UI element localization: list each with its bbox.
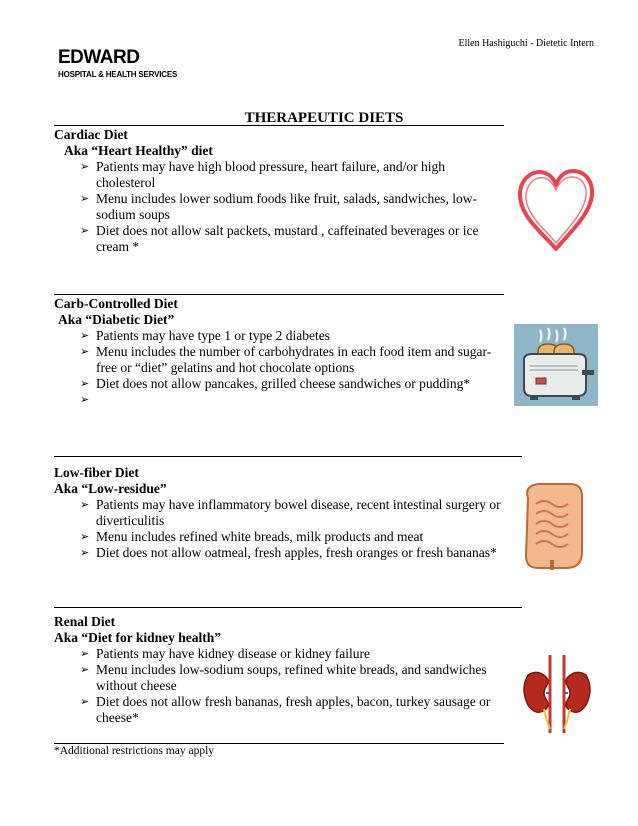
list-item: ➢ Diet does not allow salt packets, mustard , caffeinated beverages or ice cream * [80,223,479,254]
section-aka: Aka “Diet for kidney health” [54,630,222,645]
arrow-bullet-icon: ➢ [80,531,90,543]
section-carb [54,296,506,408]
arrow-bullet-icon: ➢ [80,193,90,205]
footer-rule [54,743,504,744]
heart-icon [515,165,597,253]
arrow-bullet-icon: ➢ [80,696,90,708]
arrow-bullet-icon: ➢ [80,378,90,390]
intestines-icon [522,480,586,572]
section-divider [54,294,504,295]
kidneys-icon [520,655,594,733]
list-item: ➢ Menu includes low-sodium soups, refined white breads, and sandwiches without cheese [80,662,487,693]
list-item: ➢ Patients may have type 1 or type 2 diabetes [80,328,330,343]
section-renal [54,614,506,726]
section-cardiac [54,127,506,255]
list-item [54,392,506,408]
toaster-icon [512,322,600,408]
arrow-bullet-icon: ➢ [80,225,90,237]
author-line: Ellen Hashiguchi - Dietetic Intern [458,38,594,49]
section-aka: Aka “Diabetic Diet” [58,312,175,327]
list-item: ➢ Patients may have inflammatory bowel disease, recent intestinal surgery or diverticulitis [80,497,501,528]
logo-main-text: EDWARD [58,47,140,68]
section-divider [54,607,522,608]
footnote: *Additional restrictions may apply [54,745,215,757]
list-item: ➢ Diet does not allow oatmeal, fresh apples, fresh oranges or fresh bananas* [80,545,497,560]
arrow-bullet-icon: ➢ [80,499,90,511]
edward-logo [58,48,178,84]
arrow-bullet-icon: ➢ [80,161,90,173]
section-title: Low-fiber Diet [54,465,139,480]
arrow-bullet-icon: ➢ [80,648,90,660]
list-item: ➢ Patients may have kidney disease or kidney failure [80,646,371,661]
section-title: Renal Diet [54,614,116,629]
arrow-bullet-icon: ➢ [80,394,90,406]
logo-sub-text: HOSPITAL & HEALTH SERVICES [58,70,178,79]
section-divider [54,456,522,457]
arrow-bullet-icon: ➢ [80,664,90,676]
list-item: ➢ Patients may have high blood pressure, heart failure, and/or high cholesterol [80,159,446,190]
list-item: ➢ Menu includes the number of carbohydrates in each food item and sugar-free or “diet” gelatins and hot chocolate options [80,344,492,375]
list-item: ➢ Diet does not allow fresh bananas, fresh apples, bacon, turkey sausage or cheese* [80,694,491,725]
list-item: ➢ Menu includes refined white breads, milk products and meat [80,529,424,544]
list-item: ➢ Diet does not allow pancakes, grilled cheese sandwiches or pudding* [80,376,471,391]
list-item: ➢ Menu includes lower sodium foods like fruit, salads, sandwiches, low-sodium soups [80,191,477,222]
section-low-fiber [54,465,506,561]
section-aka: Aka “Low-residue” [54,481,167,496]
arrow-bullet-icon: ➢ [80,547,90,559]
section-title: Cardiac Diet [54,127,128,142]
page-title: THERAPEUTIC DIETS [244,110,404,126]
arrow-bullet-icon: ➢ [80,346,90,358]
title-rule [54,125,504,126]
section-title: Carb-Controlled Diet [54,296,178,311]
arrow-bullet-icon: ➢ [80,330,90,342]
section-aka: Aka “Heart Healthy” diet [64,143,213,158]
